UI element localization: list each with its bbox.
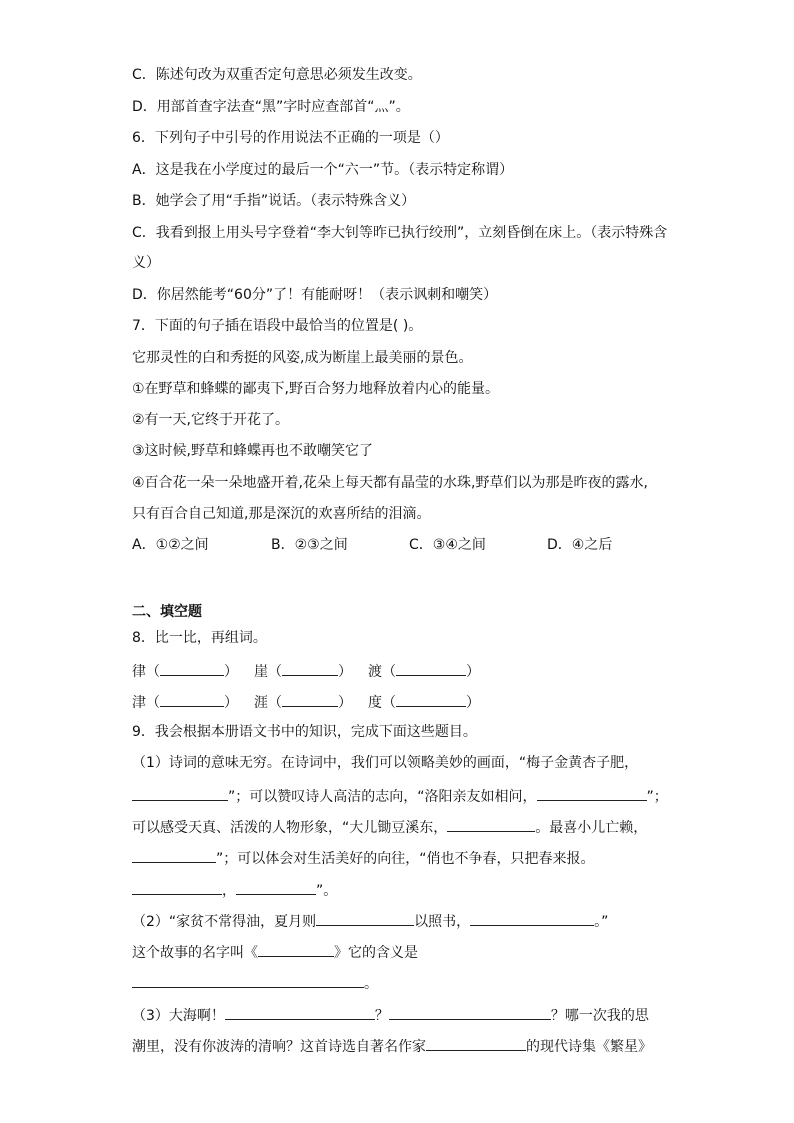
text-segment: 。 xyxy=(364,976,378,992)
q9-part1-line5 xyxy=(132,880,337,900)
close-paren: ） xyxy=(466,695,480,711)
q7-segment-4-line1: ④百合花一朵一朵地盛开着,花朵上每天都有晶莹的水珠,野草们以为那是昨夜的露水, xyxy=(132,475,648,491)
text-segment: 的现代诗集《繁星》 xyxy=(526,1039,652,1055)
q6-option-c-line2: 义） xyxy=(132,255,160,271)
q9-part3-line1 xyxy=(132,1005,649,1025)
text-segment: 。最喜小儿亡赖， xyxy=(535,820,648,836)
answer-blank[interactable] xyxy=(426,1036,526,1051)
text-segment: （2）“家贫不常得油，夏月则 xyxy=(132,914,317,930)
text-segment: 以照书， xyxy=(414,914,471,930)
q6-option-c-line1: C．我看到报上用头号字登着“李大钊等昨已执行绞刑”，立刻昏倒在床上。（表示特殊含 xyxy=(132,225,668,241)
q8-char: 度 xyxy=(368,695,382,711)
answer-blank[interactable] xyxy=(132,880,222,895)
q7-option-b: B．②③之间 xyxy=(271,537,348,553)
answer-blank[interactable] xyxy=(132,786,228,801)
answer-blank[interactable] xyxy=(282,692,338,707)
q8-char: 津 xyxy=(132,695,146,711)
q8-pair xyxy=(132,692,238,712)
q9-part1-line2 xyxy=(132,786,668,806)
text-segment: ”；可以体会对生活美好的向往，“俏也不争春，只把春来报。 xyxy=(216,851,595,867)
close-paren: ） xyxy=(224,695,238,711)
close-paren: ） xyxy=(224,664,238,680)
text-segment: ”； xyxy=(646,789,668,805)
q6-option-b: B．她学会了用“手指”说话。（表示特殊含义） xyxy=(132,193,416,209)
q6-option-a: A．这是我在小学度过的最后一个“六一”节。（表示特定称谓） xyxy=(132,162,514,178)
answer-blank[interactable] xyxy=(282,661,338,676)
answer-blank[interactable] xyxy=(225,1005,375,1020)
q8-char: 渡 xyxy=(368,664,382,680)
q7-segment-2: ②有一天,它终于开花了。 xyxy=(132,412,290,428)
q9-part1-line3 xyxy=(132,817,647,837)
q6-option-d: D．你居然能考“60分”了！有能耐呀！（表示讽刺和嘲笑） xyxy=(132,287,498,303)
text-segment: ”；可以赞叹诗人高洁的志向，“洛阳亲友如相问， xyxy=(228,789,537,805)
q9-part1-line1: （1）诗词的意味无穷。在诗词中，我们可以领略美妙的画面，“梅子金黄杏子肥， xyxy=(132,755,639,771)
q9-part2-line1 xyxy=(132,911,608,931)
q8-char: 涯 xyxy=(254,695,268,711)
q8-pair xyxy=(368,692,480,712)
close-paren: ） xyxy=(338,664,352,680)
q7-option-a: A．①②之间 xyxy=(132,537,209,553)
text-segment: 这个故事的名字叫《 xyxy=(132,945,258,961)
answer-blank[interactable] xyxy=(396,692,466,707)
answer-blank[interactable] xyxy=(160,692,224,707)
q6-stem: 6．下列句子中引号的作用说法不正确的一项是（） xyxy=(132,130,449,146)
open-paren: （ xyxy=(268,664,282,680)
q9-part1-line4 xyxy=(132,848,595,868)
q9-part2-line2 xyxy=(132,942,418,962)
open-paren: （ xyxy=(146,695,160,711)
q7-option-d: D．④之后 xyxy=(547,537,613,553)
text-segment: ”。 xyxy=(316,883,338,899)
text-segment: 潮里，没有你波涛的清响？这首诗选自著名作家 xyxy=(132,1039,426,1055)
q9-part3-line2 xyxy=(132,1036,652,1056)
answer-blank[interactable] xyxy=(132,848,216,863)
q7-segment-1: ①在野草和蜂蝶的鄙夷下,野百合努力地释放着内心的能量。 xyxy=(132,381,499,397)
close-paren: ） xyxy=(466,664,480,680)
answer-blank[interactable] xyxy=(537,786,647,801)
q8-char: 崖 xyxy=(254,664,268,680)
q5-option-c: C．陈述句改为双重否定句意思必须发生改变。 xyxy=(132,67,422,83)
q7-option-c: C．③④之间 xyxy=(409,537,486,553)
q5-option-d: D．用部首查字法查“黑”字时应查部首“灬”。 xyxy=(132,99,410,115)
section-title: 二、填空题 xyxy=(132,604,202,620)
q8-pair xyxy=(254,692,352,712)
text-segment: 》它的含义是 xyxy=(334,945,418,961)
open-paren: （ xyxy=(382,695,396,711)
answer-blank[interactable] xyxy=(470,911,594,926)
answer-blank[interactable] xyxy=(132,973,364,988)
open-paren: （ xyxy=(146,664,160,680)
text-segment: 。” xyxy=(594,914,609,930)
q8-pair xyxy=(254,661,352,681)
open-paren: （ xyxy=(268,695,282,711)
q7-segment-4-line2: 只有百合自己知道,那是深沉的欢喜所结的泪滴。 xyxy=(132,506,431,522)
answer-blank[interactable] xyxy=(316,911,414,926)
q8-stem: 8．比一比，再组词。 xyxy=(132,630,267,646)
q7-segment-3: ③这时候,野草和蜂蝶再也不敢嘲笑它了 xyxy=(132,443,373,459)
q7-sentence: 它那灵性的白和秀挺的风姿,成为断崖上最美丽的景色。 xyxy=(132,350,473,366)
answer-blank[interactable] xyxy=(447,817,535,832)
text-segment: ， xyxy=(222,883,236,899)
q9-part2-line3 xyxy=(132,973,378,993)
answer-blank[interactable] xyxy=(160,661,224,676)
answer-blank[interactable] xyxy=(389,1005,551,1020)
close-paren: ） xyxy=(338,695,352,711)
q8-pair xyxy=(132,661,238,681)
answer-blank[interactable] xyxy=(236,880,316,895)
q9-stem: 9．我会根据本册语文书中的知识，完成下面这些题目。 xyxy=(132,724,477,740)
answer-blank[interactable] xyxy=(396,661,466,676)
text-segment: ？ xyxy=(374,1008,389,1024)
answer-blank[interactable] xyxy=(258,942,334,957)
q7-stem: 7．下面的句子插在语段中最恰当的位置是( )。 xyxy=(132,318,423,334)
q8-pair xyxy=(368,661,480,681)
text-segment: （3）大海啊！ xyxy=(132,1008,225,1024)
open-paren: （ xyxy=(382,664,396,680)
text-segment: ？哪一次我的思 xyxy=(550,1008,649,1024)
q8-char: 律 xyxy=(132,664,146,680)
text-segment: 可以感受天真、活泼的人物形象，“大儿锄豆溪东， xyxy=(132,820,448,836)
